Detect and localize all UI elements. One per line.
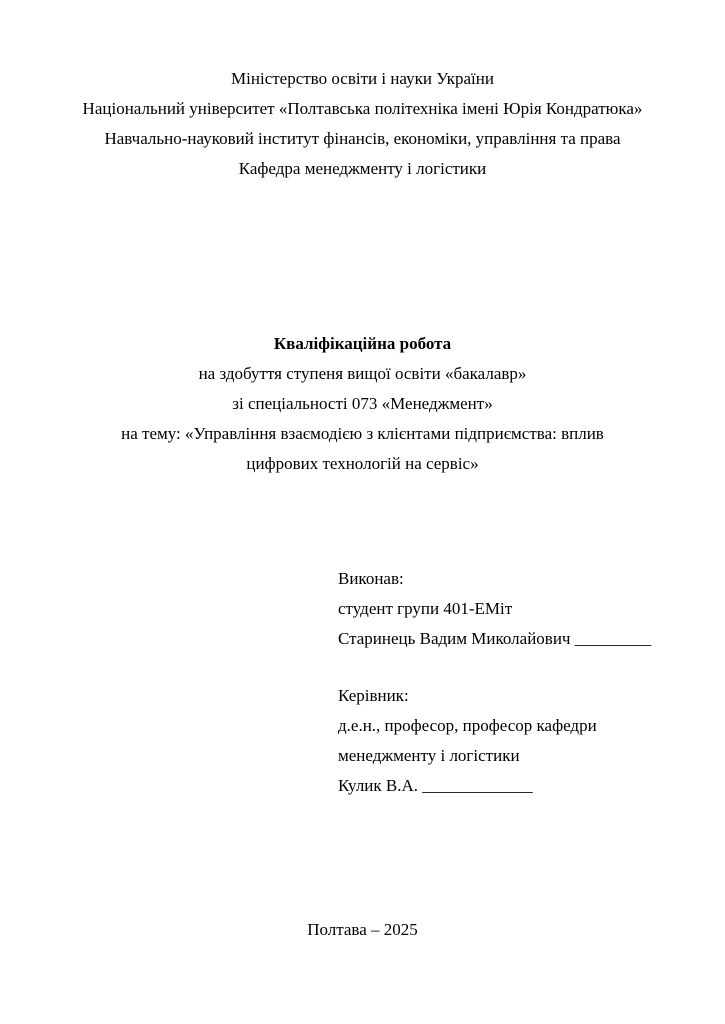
city-year: Полтава – 2025 (307, 920, 418, 939)
institute-line: Навчально-науковий інститут фінансів, економіки, управління та права (104, 129, 621, 148)
work-title: Кваліфікаційна робота (273, 334, 452, 353)
topic-line-1: на тему: «Управління взаємодією з клієнтами підприємства: вплив (121, 424, 604, 443)
department-line: Кафедра менеджменту і логістики (238, 159, 487, 178)
specialty-line: зі спеціальності 073 «Менеджмент» (232, 394, 493, 413)
author-group: студент групи 401-ЕМіт (338, 599, 513, 618)
supervisor-name: Кулик В.А. _____________ (338, 776, 533, 795)
topic-line-2: цифрових технологій на сервіс» (246, 454, 479, 473)
supervisor-position-1: д.е.н., професор, професор кафедри (338, 716, 597, 735)
author-name: Старинець Вадим Миколайович _________ (338, 629, 652, 648)
supervisor-position-2: менеджменту і логістики (338, 746, 520, 765)
degree-line: на здобуття ступеня вищої освіти «бакалавр» (198, 364, 527, 383)
author-label: Виконав: (338, 569, 404, 588)
university-line: Національний університет «Полтавська політехніка імені Юрія Кондратюка» (82, 99, 643, 118)
supervisor-label: Керівник: (338, 686, 409, 705)
ministry-line: Міністерство освіти і науки України (231, 69, 494, 88)
